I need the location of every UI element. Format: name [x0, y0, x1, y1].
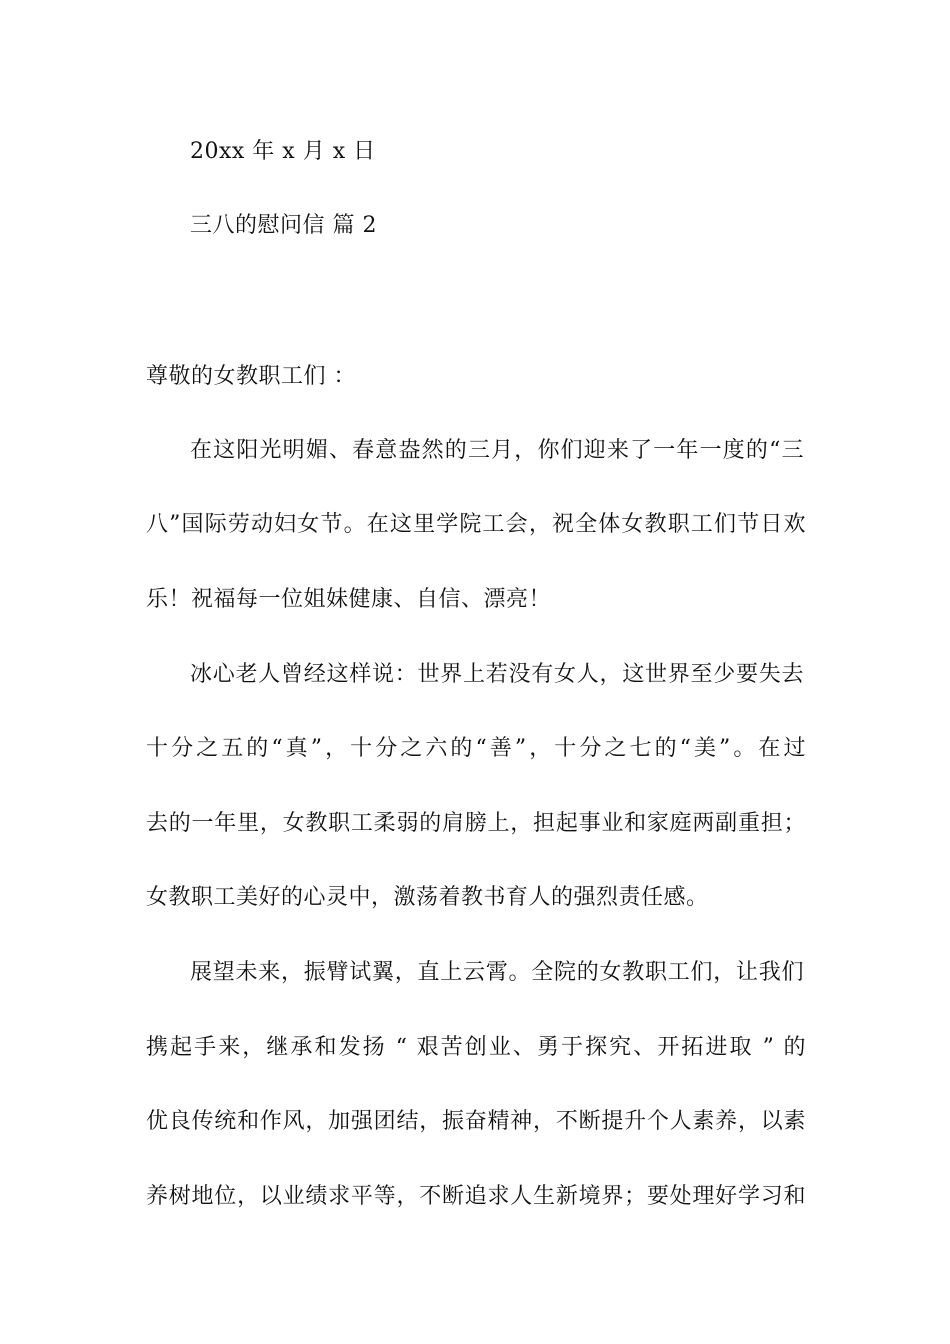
body-line: 携起手来，继承和发扬 “ 艰苦创业、勇于探究、开拓进取 ” 的 [146, 1035, 806, 1060]
body-line: 优良传统和作风，加强团结，振奋精神，不断提升个人素养，以素 [146, 1109, 806, 1134]
letter-heading: 三八的慰问信 篇 2 [190, 213, 377, 238]
body-line: 冰心老人曾经这样说：世界上若没有女人，这世界至少要失去 [190, 662, 804, 687]
body-line: 养树地位，以业绩求平等，不断追求人生新境界；要处理好学习和 [146, 1184, 806, 1209]
body-line: 展望未来，振臂试翼，直上云霄。全院的女教职工们，让我们 [190, 960, 804, 985]
body-line: 在这阳光明媚、春意盎然的三月，你们迎来了一年一度的“三 [190, 438, 804, 463]
letter-salutation: 尊敬的女教职工们 ： [146, 364, 356, 389]
body-line: 十分之五的“真”，十分之六的“善”，十分之七的“美”。在过 [146, 736, 806, 761]
body-line: 八”国际劳动妇女节。在这里学院工会，祝全体女教职工们节日欢 [146, 512, 806, 537]
letter-date: 20xx 年 x 月 x 日 [190, 139, 376, 164]
body-line: 女教职工美好的心灵中，激荡着教书育人的强烈责任感。 [146, 885, 709, 910]
body-line: 乐！祝福每一位姐妹健康、自信、漂亮！ [146, 587, 552, 612]
body-line: 去的一年里，女教职工柔弱的肩膀上，担起事业和家庭两副重担； [146, 811, 806, 836]
